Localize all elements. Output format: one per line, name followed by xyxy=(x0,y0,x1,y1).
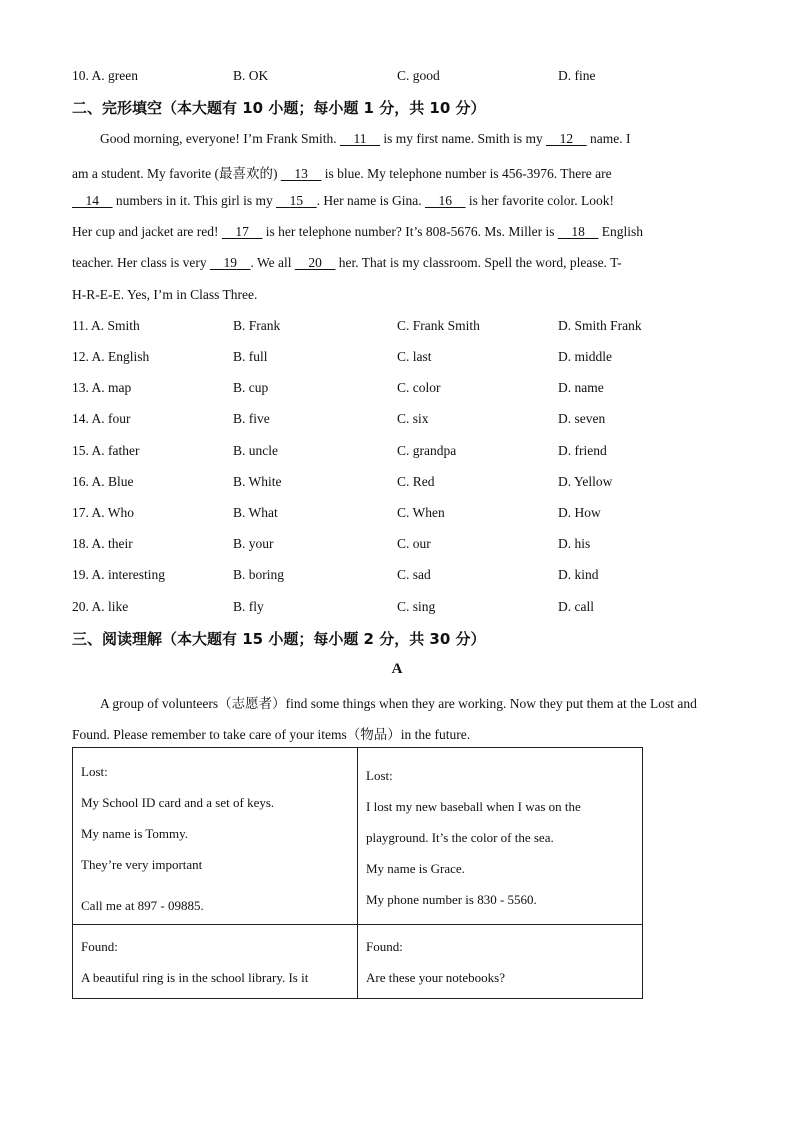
notice-label: Lost: xyxy=(81,764,108,779)
notice-text: They’re very important xyxy=(81,857,203,872)
option-b: B. full xyxy=(233,349,268,364)
option-row-17 xyxy=(72,505,732,525)
found-notice-ring xyxy=(73,925,358,999)
option-c: C. six xyxy=(397,411,429,426)
option-row-13 xyxy=(72,380,732,400)
blank-16: 16 xyxy=(438,193,452,208)
notice-text: playground. It’s the color of the sea. xyxy=(366,830,554,845)
option-a: 14. A. four xyxy=(72,411,131,426)
notice-label: Found: xyxy=(366,939,403,954)
option-c: C. color xyxy=(397,380,441,395)
notice-label: Lost: xyxy=(366,768,393,783)
text: . We all xyxy=(250,255,295,270)
lost-notice-grace xyxy=(358,748,643,925)
blank-20: 20 xyxy=(308,255,322,270)
option-a: 19. A. interesting xyxy=(72,567,165,582)
option-d: D. his xyxy=(558,536,591,551)
option-b: B. five xyxy=(233,411,270,426)
section-3-heading: 三、阅读理解（本大题有 15 小题；每小题 2 分，共 30 分） xyxy=(72,630,486,648)
option-a: 10. A. green xyxy=(72,68,138,83)
passage-line-1 xyxy=(100,131,750,147)
text: English xyxy=(598,224,644,239)
text: is her telephone number? It’s 808-5676. Ms. Miller is xyxy=(262,224,558,239)
option-a: 17. A. Who xyxy=(72,505,135,520)
option-a: 20. A. like xyxy=(72,599,129,614)
blank-15: 15 xyxy=(289,193,304,208)
option-row-12 xyxy=(72,349,732,369)
option-b: B. fly xyxy=(233,599,264,614)
option-c: C. our xyxy=(397,536,431,551)
option-d: D. seven xyxy=(558,411,606,426)
option-d: D. name xyxy=(558,380,604,395)
option-c: C. sad xyxy=(397,567,431,582)
passage-line-6: H-R-E-E. Yes, I’m in Class Three. xyxy=(72,287,258,302)
option-d: D. fine xyxy=(558,68,596,83)
option-row-19 xyxy=(72,567,732,587)
option-b: B. Frank xyxy=(233,318,281,333)
notice-text: My name is Grace. xyxy=(366,861,465,876)
option-d: D. call xyxy=(558,599,594,614)
blank-11: 11 xyxy=(353,131,367,146)
notice-text: A beautiful ring is in the school library. Is it xyxy=(81,970,309,985)
option-c: C. last xyxy=(397,349,432,364)
blank-13: 13 xyxy=(294,166,308,181)
notice-text: Are these your notebooks? xyxy=(366,970,505,985)
passage-line-2 xyxy=(72,162,722,182)
text: Good morning, everyone! I’m Frank Smith. xyxy=(100,131,340,146)
section-2-heading: 二、完形填空（本大题有 10 小题；每小题 1 分，共 10 分） xyxy=(72,99,486,117)
option-a: 13. A. map xyxy=(72,380,132,395)
option-d: D. Yellow xyxy=(558,474,613,489)
option-c: C. sing xyxy=(397,599,436,614)
lost-found-table xyxy=(72,747,643,999)
text: her. That is my classroom. Spell the word, please. T- xyxy=(335,255,622,270)
notice-text: My name is Tommy. xyxy=(81,826,189,841)
option-c: C. Red xyxy=(397,474,435,489)
option-b: B. your xyxy=(233,536,274,551)
option-b: B. OK xyxy=(233,68,269,83)
option-c: C. When xyxy=(397,505,445,520)
blank-17: 17 xyxy=(235,224,249,239)
notice-text: Call me at 897 - 09885. xyxy=(81,898,204,913)
intro-line-2: Found. Please remember to take care of your items（物品）in the future. xyxy=(72,727,471,742)
text: . Her name is Gina. xyxy=(316,193,425,208)
notice-label: Found: xyxy=(81,939,118,954)
option-row-20 xyxy=(72,599,732,619)
option-b: B. What xyxy=(233,505,278,520)
option-d: D. Smith Frank xyxy=(558,318,642,333)
option-a: 18. A. their xyxy=(72,536,133,551)
notice-text: I lost my new baseball when I was on the xyxy=(366,799,581,814)
option-d: D. How xyxy=(558,505,601,520)
option-a: 15. A. father xyxy=(72,443,140,458)
part-title: A xyxy=(391,661,403,677)
passage-line-5 xyxy=(72,255,722,271)
option-row-18 xyxy=(72,536,732,556)
text: is her favorite color. Look! xyxy=(465,193,614,208)
notice-text: My School ID card and a set of keys. xyxy=(81,795,275,810)
option-row-14 xyxy=(72,411,732,431)
option-a: 16. A. Blue xyxy=(72,474,134,489)
blank-18: 18 xyxy=(571,224,585,239)
passage-line-4 xyxy=(72,224,722,240)
option-a: 11. A. Smith xyxy=(72,318,140,333)
option-row-15 xyxy=(72,443,732,463)
option-c: C. grandpa xyxy=(397,443,457,458)
blank-14: 14 xyxy=(85,193,99,208)
option-c: C. Frank Smith xyxy=(397,318,480,333)
option-b: B. boring xyxy=(233,567,285,582)
text: Her cup and jacket are red! xyxy=(72,224,222,239)
text: am a student. My favorite (最喜欢的) xyxy=(72,166,281,181)
notice-text: My phone number is 830 - 5560. xyxy=(366,892,537,907)
text: teacher. Her class is very xyxy=(72,255,210,270)
text: name. I xyxy=(586,131,631,146)
option-row-10 xyxy=(72,68,732,88)
option-d: D. kind xyxy=(558,567,599,582)
passage-line-3 xyxy=(72,193,722,209)
blank-12: 12 xyxy=(559,131,574,146)
option-row-16 xyxy=(72,474,732,494)
blank-19: 19 xyxy=(223,255,237,270)
option-a: 12. A. English xyxy=(72,349,150,364)
option-b: B. White xyxy=(233,474,282,489)
option-b: B. uncle xyxy=(233,443,278,458)
option-d: D. friend xyxy=(558,443,607,458)
option-b: B. cup xyxy=(233,380,269,395)
option-row-11 xyxy=(72,318,732,338)
option-d: D. middle xyxy=(558,349,612,364)
lost-notice-tommy xyxy=(73,748,358,925)
intro-line-1: A group of volunteers（志愿者）find some things when they are working. Now they put them at the Lost and xyxy=(100,696,697,711)
text: numbers in it. This girl is my xyxy=(112,193,277,208)
option-c: C. good xyxy=(397,68,440,83)
found-notice-notebooks xyxy=(358,925,643,999)
text: is blue. My telephone number is 456-3976. There are xyxy=(321,166,612,181)
text: is my first name. Smith is my xyxy=(379,131,547,146)
